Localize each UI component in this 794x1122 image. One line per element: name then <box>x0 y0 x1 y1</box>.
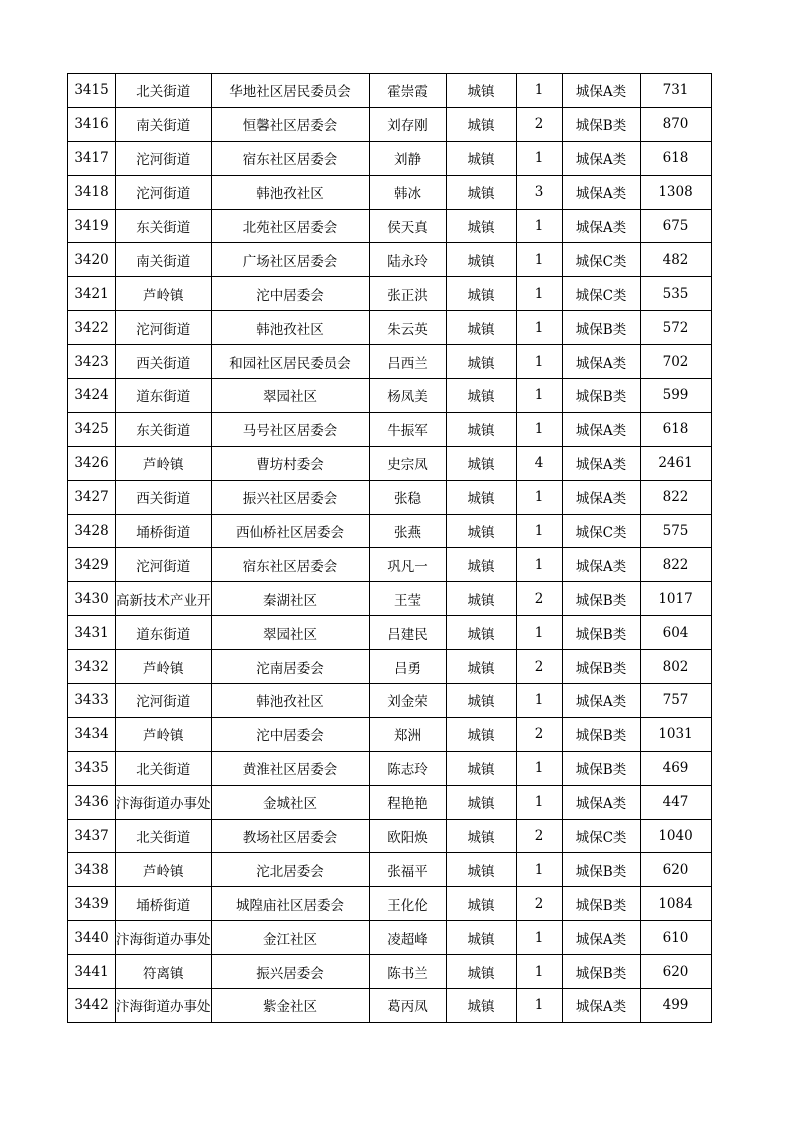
amount-cell: 618 <box>640 141 711 175</box>
amount-cell: 870 <box>640 107 711 141</box>
table-row <box>68 107 712 141</box>
household-size-cell: 1 <box>516 74 562 108</box>
row-id-cell: 3435 <box>68 751 116 785</box>
row-id-cell: 3426 <box>68 446 116 480</box>
street-cell: 沱河街道 <box>116 175 212 209</box>
name-cell: 王化伦 <box>369 887 446 921</box>
community-cell: 广场社区居委会 <box>211 243 369 277</box>
data-table <box>67 73 712 1023</box>
name-cell: 刘静 <box>369 141 446 175</box>
household-size-cell: 4 <box>516 446 562 480</box>
table-row <box>68 921 712 955</box>
area-type-cell: 城镇 <box>446 717 516 751</box>
category-cell: 城保A类 <box>562 345 640 379</box>
area-type-cell: 城镇 <box>446 74 516 108</box>
name-cell: 吕西兰 <box>369 345 446 379</box>
name-cell: 欧阳焕 <box>369 819 446 853</box>
category-cell: 城保B类 <box>562 616 640 650</box>
household-size-cell: 1 <box>516 480 562 514</box>
table-row <box>68 684 712 718</box>
name-cell: 陆永玲 <box>369 243 446 277</box>
street-cell: 东关街道 <box>116 209 212 243</box>
street-cell: 汴海街道办事处 <box>116 921 212 955</box>
row-id-cell: 3432 <box>68 650 116 684</box>
name-cell: 牛振军 <box>369 412 446 446</box>
area-type-cell: 城镇 <box>446 582 516 616</box>
name-cell: 吕建民 <box>369 616 446 650</box>
area-type-cell: 城镇 <box>446 311 516 345</box>
street-cell: 西关街道 <box>116 345 212 379</box>
area-type-cell: 城镇 <box>446 548 516 582</box>
row-id-cell: 3429 <box>68 548 116 582</box>
table-row <box>68 582 712 616</box>
name-cell: 张稳 <box>369 480 446 514</box>
category-cell: 城保B类 <box>562 311 640 345</box>
household-size-cell: 1 <box>516 989 562 1023</box>
category-cell: 城保C类 <box>562 277 640 311</box>
category-cell: 城保A类 <box>562 209 640 243</box>
row-id-cell: 3441 <box>68 955 116 989</box>
household-size-cell: 2 <box>516 819 562 853</box>
table-row <box>68 209 712 243</box>
street-cell: 埇桥街道 <box>116 514 212 548</box>
street-cell: 道东街道 <box>116 616 212 650</box>
area-type-cell: 城镇 <box>446 345 516 379</box>
table-row <box>68 243 712 277</box>
community-cell: 金城社区 <box>211 785 369 819</box>
household-size-cell: 2 <box>516 717 562 751</box>
name-cell: 王莹 <box>369 582 446 616</box>
row-id-cell: 3422 <box>68 311 116 345</box>
household-size-cell: 1 <box>516 514 562 548</box>
category-cell: 城保B类 <box>562 379 640 413</box>
table-row <box>68 548 712 582</box>
amount-cell: 1084 <box>640 887 711 921</box>
street-cell: 南关街道 <box>116 243 212 277</box>
table-row <box>68 514 712 548</box>
name-cell: 刘存刚 <box>369 107 446 141</box>
street-cell: 沱河街道 <box>116 311 212 345</box>
name-cell: 葛丙凤 <box>369 989 446 1023</box>
table-row <box>68 717 712 751</box>
category-cell: 城保A类 <box>562 684 640 718</box>
area-type-cell: 城镇 <box>446 107 516 141</box>
category-cell: 城保B类 <box>562 955 640 989</box>
community-cell: 城隍庙社区居委会 <box>211 887 369 921</box>
category-cell: 城保A类 <box>562 921 640 955</box>
community-cell: 韩池孜社区 <box>211 311 369 345</box>
area-type-cell: 城镇 <box>446 141 516 175</box>
name-cell: 吕勇 <box>369 650 446 684</box>
street-cell: 西关街道 <box>116 480 212 514</box>
area-type-cell: 城镇 <box>446 277 516 311</box>
household-size-cell: 1 <box>516 955 562 989</box>
household-size-cell: 1 <box>516 751 562 785</box>
community-cell: 马号社区居委会 <box>211 412 369 446</box>
area-type-cell: 城镇 <box>446 616 516 650</box>
household-size-cell: 1 <box>516 548 562 582</box>
household-size-cell: 2 <box>516 650 562 684</box>
area-type-cell: 城镇 <box>446 785 516 819</box>
community-cell: 沱南居委会 <box>211 650 369 684</box>
community-cell: 沱北居委会 <box>211 853 369 887</box>
table-row <box>68 379 712 413</box>
area-type-cell: 城镇 <box>446 650 516 684</box>
household-size-cell: 1 <box>516 209 562 243</box>
community-cell: 教场社区居委会 <box>211 819 369 853</box>
category-cell: 城保B类 <box>562 717 640 751</box>
household-size-cell: 3 <box>516 175 562 209</box>
area-type-cell: 城镇 <box>446 887 516 921</box>
household-size-cell: 2 <box>516 107 562 141</box>
name-cell: 陈志玲 <box>369 751 446 785</box>
table-row <box>68 412 712 446</box>
category-cell: 城保A类 <box>562 412 640 446</box>
row-id-cell: 3440 <box>68 921 116 955</box>
amount-cell: 572 <box>640 311 711 345</box>
name-cell: 巩凡一 <box>369 548 446 582</box>
household-size-cell: 2 <box>516 582 562 616</box>
street-cell: 芦岭镇 <box>116 446 212 480</box>
table-row <box>68 175 712 209</box>
amount-cell: 1017 <box>640 582 711 616</box>
row-id-cell: 3436 <box>68 785 116 819</box>
area-type-cell: 城镇 <box>446 209 516 243</box>
name-cell: 侯天真 <box>369 209 446 243</box>
name-cell: 程艳艳 <box>369 785 446 819</box>
community-cell: 和园社区居民委员会 <box>211 345 369 379</box>
category-cell: 城保A类 <box>562 989 640 1023</box>
amount-cell: 620 <box>640 955 711 989</box>
area-type-cell: 城镇 <box>446 955 516 989</box>
street-cell: 北关街道 <box>116 74 212 108</box>
table-row <box>68 785 712 819</box>
amount-cell: 1308 <box>640 175 711 209</box>
amount-cell: 469 <box>640 751 711 785</box>
name-cell: 陈书兰 <box>369 955 446 989</box>
area-type-cell: 城镇 <box>446 446 516 480</box>
category-cell: 城保A类 <box>562 446 640 480</box>
area-type-cell: 城镇 <box>446 751 516 785</box>
household-size-cell: 1 <box>516 379 562 413</box>
community-cell: 曹坊村委会 <box>211 446 369 480</box>
name-cell: 刘金荣 <box>369 684 446 718</box>
category-cell: 城保B类 <box>562 650 640 684</box>
household-size-cell: 1 <box>516 616 562 650</box>
community-cell: 韩池孜社区 <box>211 684 369 718</box>
area-type-cell: 城镇 <box>446 921 516 955</box>
name-cell: 霍崇霞 <box>369 74 446 108</box>
street-cell: 芦岭镇 <box>116 277 212 311</box>
area-type-cell: 城镇 <box>446 684 516 718</box>
community-cell: 沱中居委会 <box>211 717 369 751</box>
row-id-cell: 3431 <box>68 616 116 650</box>
household-size-cell: 1 <box>516 412 562 446</box>
name-cell: 韩冰 <box>369 175 446 209</box>
table-row <box>68 141 712 175</box>
amount-cell: 757 <box>640 684 711 718</box>
table-row <box>68 616 712 650</box>
community-cell: 沱中居委会 <box>211 277 369 311</box>
name-cell: 张燕 <box>369 514 446 548</box>
name-cell: 朱云英 <box>369 311 446 345</box>
row-id-cell: 3428 <box>68 514 116 548</box>
amount-cell: 604 <box>640 616 711 650</box>
category-cell: 城保C类 <box>562 243 640 277</box>
amount-cell: 1040 <box>640 819 711 853</box>
amount-cell: 802 <box>640 650 711 684</box>
table-row <box>68 311 712 345</box>
name-cell: 杨凤美 <box>369 379 446 413</box>
street-cell: 南关街道 <box>116 107 212 141</box>
row-id-cell: 3442 <box>68 989 116 1023</box>
community-cell: 翠园社区 <box>211 379 369 413</box>
row-id-cell: 3419 <box>68 209 116 243</box>
community-cell: 韩池孜社区 <box>211 175 369 209</box>
street-cell: 北关街道 <box>116 819 212 853</box>
street-cell: 汴海街道办事处 <box>116 989 212 1023</box>
table-row <box>68 751 712 785</box>
row-id-cell: 3415 <box>68 74 116 108</box>
table-row <box>68 650 712 684</box>
amount-cell: 702 <box>640 345 711 379</box>
area-type-cell: 城镇 <box>446 243 516 277</box>
street-cell: 芦岭镇 <box>116 717 212 751</box>
table-row <box>68 853 712 887</box>
amount-cell: 535 <box>640 277 711 311</box>
household-size-cell: 1 <box>516 141 562 175</box>
table-body <box>68 74 712 1023</box>
name-cell: 郑洲 <box>369 717 446 751</box>
table-row <box>68 887 712 921</box>
household-size-cell: 1 <box>516 684 562 718</box>
category-cell: 城保A类 <box>562 785 640 819</box>
row-id-cell: 3423 <box>68 345 116 379</box>
row-id-cell: 3438 <box>68 853 116 887</box>
community-cell: 宿东社区居委会 <box>211 141 369 175</box>
area-type-cell: 城镇 <box>446 379 516 413</box>
amount-cell: 731 <box>640 74 711 108</box>
household-size-cell: 1 <box>516 345 562 379</box>
street-cell: 芦岭镇 <box>116 650 212 684</box>
category-cell: 城保C类 <box>562 514 640 548</box>
category-cell: 城保A类 <box>562 175 640 209</box>
amount-cell: 599 <box>640 379 711 413</box>
street-cell: 东关街道 <box>116 412 212 446</box>
area-type-cell: 城镇 <box>446 480 516 514</box>
amount-cell: 575 <box>640 514 711 548</box>
amount-cell: 822 <box>640 480 711 514</box>
row-id-cell: 3425 <box>68 412 116 446</box>
household-size-cell: 1 <box>516 853 562 887</box>
row-id-cell: 3439 <box>68 887 116 921</box>
category-cell: 城保A类 <box>562 480 640 514</box>
community-cell: 北苑社区居委会 <box>211 209 369 243</box>
community-cell: 振兴社区居委会 <box>211 480 369 514</box>
community-cell: 黄淮社区居委会 <box>211 751 369 785</box>
table-row <box>68 345 712 379</box>
row-id-cell: 3427 <box>68 480 116 514</box>
row-id-cell: 3421 <box>68 277 116 311</box>
community-cell: 振兴居委会 <box>211 955 369 989</box>
category-cell: 城保B类 <box>562 107 640 141</box>
street-cell: 芦岭镇 <box>116 853 212 887</box>
street-cell: 高新技术产业开 <box>116 582 212 616</box>
community-cell: 宿东社区居委会 <box>211 548 369 582</box>
area-type-cell: 城镇 <box>446 514 516 548</box>
row-id-cell: 3430 <box>68 582 116 616</box>
category-cell: 城保C类 <box>562 819 640 853</box>
community-cell: 华地社区居民委员会 <box>211 74 369 108</box>
community-cell: 金江社区 <box>211 921 369 955</box>
table-row <box>68 480 712 514</box>
household-size-cell: 1 <box>516 921 562 955</box>
table-row <box>68 446 712 480</box>
street-cell: 汴海街道办事处 <box>116 785 212 819</box>
area-type-cell: 城镇 <box>446 989 516 1023</box>
name-cell: 凌超峰 <box>369 921 446 955</box>
area-type-cell: 城镇 <box>446 175 516 209</box>
category-cell: 城保A类 <box>562 548 640 582</box>
household-size-cell: 1 <box>516 311 562 345</box>
table-row <box>68 819 712 853</box>
household-size-cell: 2 <box>516 887 562 921</box>
street-cell: 北关街道 <box>116 751 212 785</box>
category-cell: 城保A类 <box>562 74 640 108</box>
table-row <box>68 74 712 108</box>
row-id-cell: 3418 <box>68 175 116 209</box>
amount-cell: 1031 <box>640 717 711 751</box>
row-id-cell: 3424 <box>68 379 116 413</box>
amount-cell: 675 <box>640 209 711 243</box>
table-row <box>68 955 712 989</box>
household-size-cell: 1 <box>516 785 562 819</box>
table-row <box>68 989 712 1023</box>
row-id-cell: 3437 <box>68 819 116 853</box>
amount-cell: 618 <box>640 412 711 446</box>
amount-cell: 482 <box>640 243 711 277</box>
category-cell: 城保B类 <box>562 751 640 785</box>
household-size-cell: 1 <box>516 277 562 311</box>
street-cell: 沱河街道 <box>116 548 212 582</box>
name-cell: 张福平 <box>369 853 446 887</box>
community-cell: 紫金社区 <box>211 989 369 1023</box>
community-cell: 翠园社区 <box>211 616 369 650</box>
category-cell: 城保A类 <box>562 141 640 175</box>
amount-cell: 822 <box>640 548 711 582</box>
street-cell: 符离镇 <box>116 955 212 989</box>
name-cell: 史宗凤 <box>369 446 446 480</box>
amount-cell: 620 <box>640 853 711 887</box>
category-cell: 城保B类 <box>562 582 640 616</box>
community-cell: 秦湖社区 <box>211 582 369 616</box>
amount-cell: 2461 <box>640 446 711 480</box>
row-id-cell: 3420 <box>68 243 116 277</box>
street-cell: 沱河街道 <box>116 684 212 718</box>
street-cell: 埇桥街道 <box>116 887 212 921</box>
row-id-cell: 3434 <box>68 717 116 751</box>
household-size-cell: 1 <box>516 243 562 277</box>
amount-cell: 447 <box>640 785 711 819</box>
row-id-cell: 3433 <box>68 684 116 718</box>
area-type-cell: 城镇 <box>446 819 516 853</box>
community-cell: 恒馨社区居委会 <box>211 107 369 141</box>
table-row <box>68 277 712 311</box>
community-cell: 西仙桥社区居委会 <box>211 514 369 548</box>
street-cell: 沱河街道 <box>116 141 212 175</box>
row-id-cell: 3417 <box>68 141 116 175</box>
category-cell: 城保B类 <box>562 853 640 887</box>
area-type-cell: 城镇 <box>446 853 516 887</box>
name-cell: 张正洪 <box>369 277 446 311</box>
category-cell: 城保B类 <box>562 887 640 921</box>
amount-cell: 610 <box>640 921 711 955</box>
row-id-cell: 3416 <box>68 107 116 141</box>
area-type-cell: 城镇 <box>446 412 516 446</box>
street-cell: 道东街道 <box>116 379 212 413</box>
amount-cell: 499 <box>640 989 711 1023</box>
